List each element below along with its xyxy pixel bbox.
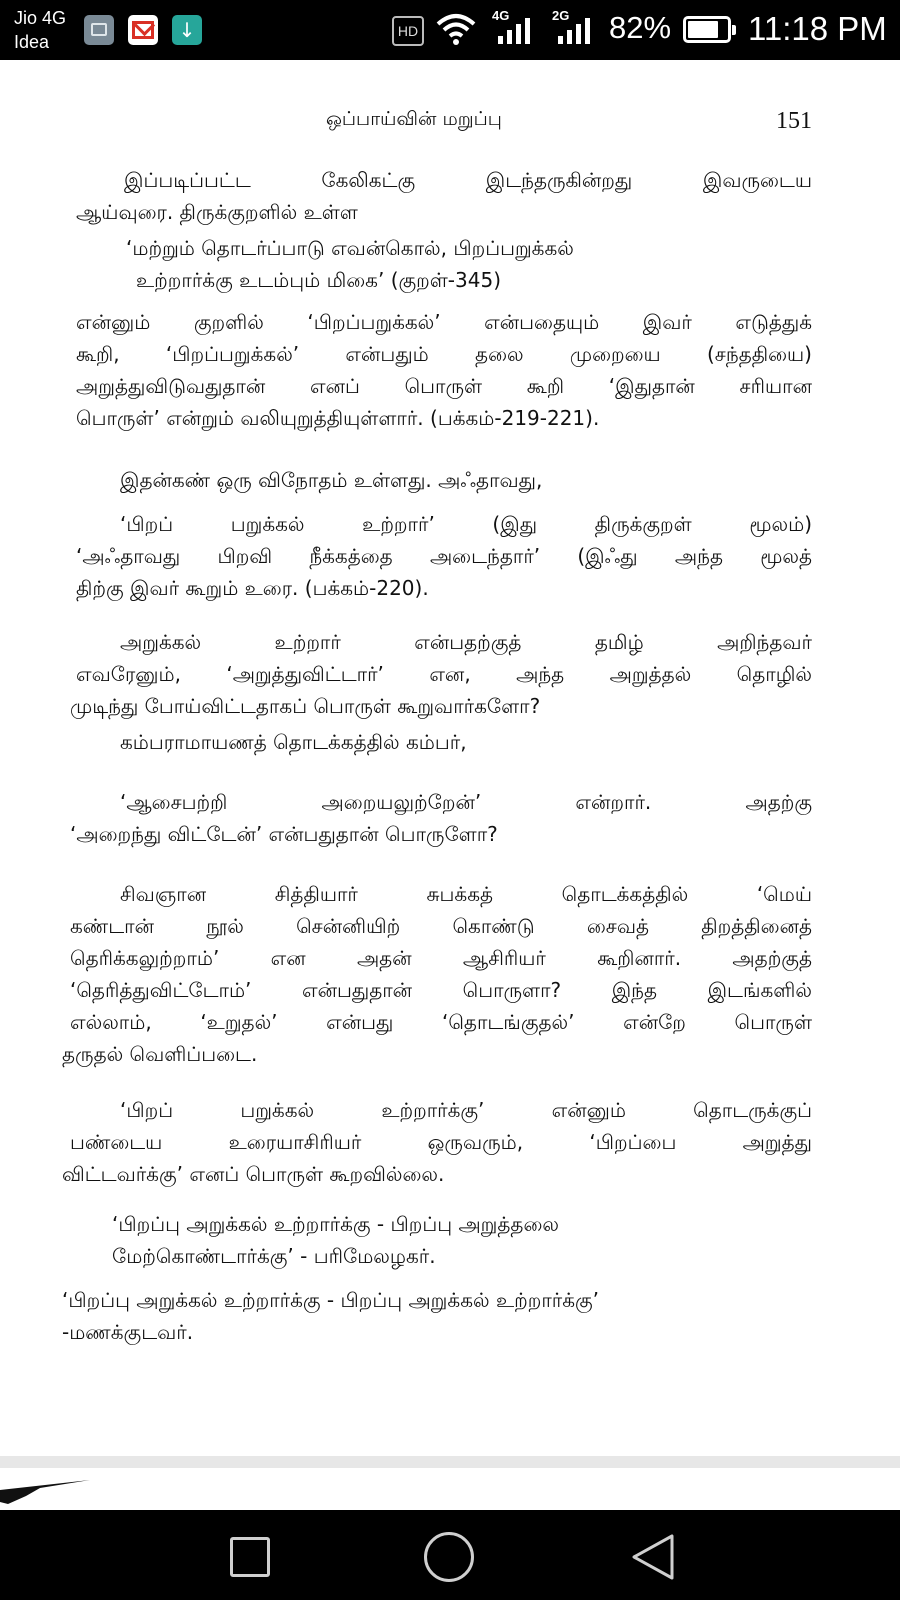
line-text: கண்டான் நூல் சென்னியிற் கொண்டு சைவத் திறத்தினைத் [70,914,812,938]
text-line [0,306,900,338]
line-text: அறுக்கல் உற்றார் என்பதற்குத் தமிழ் அறிந்தவர் [120,630,812,654]
line-text: தருதல் வெளிப்படை. [62,1042,258,1066]
page-separator [0,1456,900,1468]
line-text: எல்லாம், ‘உறுதல்’ என்பது ‘தொடங்குதல்’ என்றே பொருள் [70,1010,812,1034]
line-text: ஆய்வுரை. திருக்குறளில் உள்ள [76,200,358,224]
text-line [0,1284,900,1316]
text-line [0,878,900,910]
text-line [0,540,900,572]
page-header [0,108,900,142]
line-text: எவரேனும், ‘அறுத்துவிட்டார்’ என, அந்த அறுத்தல் தொழில் [76,662,812,686]
wifi-icon [436,12,476,46]
page-number: 151 [776,108,812,134]
text-line [0,338,900,370]
line-text: ‘தெரித்துவிட்டோம்’ என்பதுதான் பொருளா? இந்த இடங்களில் [70,978,812,1002]
line-text: முடிந்து போய்விட்டதாகப் பொருள் கூறுவார்களோ? [70,694,541,718]
line-text: ‘அறைந்து விட்டேன்’ என்பதுதான் பொருளோ? [70,822,498,846]
text-line [0,910,900,942]
gmail-icon [128,15,158,45]
text-line [0,1038,900,1070]
line-text: ‘பிறப் பறுக்கல் உற்றார்’ (இது திருக்குறள் மூலம்) [120,512,812,536]
line-text: கூறி, ‘பிறப்பறுக்கல்’ என்பதும் தலை முறையை (சந்ததியை) [76,342,812,366]
line-text: என்னும் குறளில் ‘பிறப்பறுக்கல்’ என்பதையும் இவர் எடுத்துக் [76,310,812,334]
line-text: தெரிக்கலுற்றாம்’ என அதன் ஆசிரியர் கூறினார். அதற்குத் [70,946,812,970]
line-text: கம்பராமாயணத் தொடக்கத்தில் கம்பர், [120,730,467,754]
back-button[interactable] [628,1532,678,1582]
text-line [0,508,900,540]
battery-percent: 82% [609,10,672,45]
text-line [0,974,900,1006]
line-text: உற்றார்க்கு உடம்பும் மிகை’ (குறள்-345) [136,268,501,292]
quote-line [0,232,900,264]
recent-apps-button[interactable] [225,1532,275,1582]
scan-ink-mark [0,1476,90,1506]
text-line [0,818,900,850]
line-text: ‘பிறப்பு அறுக்கல் உற்றார்க்கு - பிறப்பு அறுத்தலை [112,1212,559,1236]
line-text: ‘ஆசைபற்றி அறையலுற்றேன்’ என்றார். அதற்கு [120,790,812,814]
line-text: இப்படிப்பட்ட கேலிகட்கு இடந்தருகின்றது இவருடைய [124,168,812,192]
line-text: அறுத்துவிடுவதுதான் எனப் பொருள் கூறி ‘இதுதான் சரியான [76,374,812,398]
clock: 11:18 PM [748,10,887,47]
line-text: ‘மற்றும் தொடர்ப்பாடு எவன்கொல், பிறப்பறுக்கல் [126,236,574,260]
line-text: சிவஞான சித்தியார் சுபக்கத் தொடக்கத்தில் ‘மெய் [120,882,812,906]
text-line [0,1006,900,1038]
text-line [0,1158,900,1190]
text-line [0,1316,900,1348]
book-page[interactable] [0,60,900,1460]
line-text: ‘அஃதாவது பிறவி நீக்கத்தை அடைந்தார்’ (இஃது அந்த மூலத் [76,544,812,568]
line-text: மேற்கொண்டார்க்கு’ - பரிமேலழகர். [112,1244,436,1268]
text-line [0,626,900,658]
sim2-network-type: 2G [552,8,570,23]
text-line [0,726,900,758]
text-line [0,658,900,690]
line-text: ‘பிறப் பறுக்கல் உற்றார்க்கு’ என்னும் தொடருக்குப் [120,1098,812,1122]
quote-line [0,1208,900,1240]
line-text: விட்டவர்க்கு’ எனப் பொருள் கூறவில்லை. [62,1162,445,1186]
hd-voice-badge: HD [392,16,424,46]
battery-icon [683,16,731,43]
carrier-sim2: Idea [14,32,50,52]
text-line [0,464,900,496]
text-line [0,402,900,434]
line-text: பொருள்’ என்றும் வலியுறுத்தியுள்ளார். (பக்கம்-219-221). [76,406,600,430]
gallery-icon [84,15,114,45]
text-line [0,196,900,228]
status-bar [0,0,900,60]
running-head: ஒப்பாய்வின் மறுப்பு [326,108,502,130]
line-text: -மணக்குடவர். [62,1320,194,1344]
text-line [0,942,900,974]
download-icon [172,15,202,45]
text-line [0,164,900,196]
text-line [0,572,900,604]
line-text: ‘பிறப்பு அறுக்கல் உற்றார்க்கு - பிறப்பு அறுக்கல் உற்றார்க்கு’ [62,1288,600,1312]
text-line [0,786,900,818]
text-line [0,1094,900,1126]
line-text: திற்கு இவர் கூறும் உரை. (பக்கம்-220). [76,576,429,600]
text-line [0,1126,900,1158]
quote-line [0,1240,900,1272]
sim2-signal-icon [552,8,598,48]
text-line [0,370,900,402]
sim1-network-type: 4G [492,8,510,23]
sim1-signal-icon [492,8,538,48]
navigation-bar [0,1510,900,1600]
quote-line [0,264,900,296]
home-button[interactable] [424,1532,474,1582]
carrier-info [14,6,66,54]
line-text: இதன்கண் ஒரு விநோதம் உள்ளது. அஃதாவது, [120,468,543,492]
line-text: பண்டைய உரையாசிரியர் ஒருவரும், ‘பிறப்பை அறுத்து [70,1130,812,1154]
carrier-sim1: Jio 4G [14,8,67,28]
text-line [0,690,900,722]
